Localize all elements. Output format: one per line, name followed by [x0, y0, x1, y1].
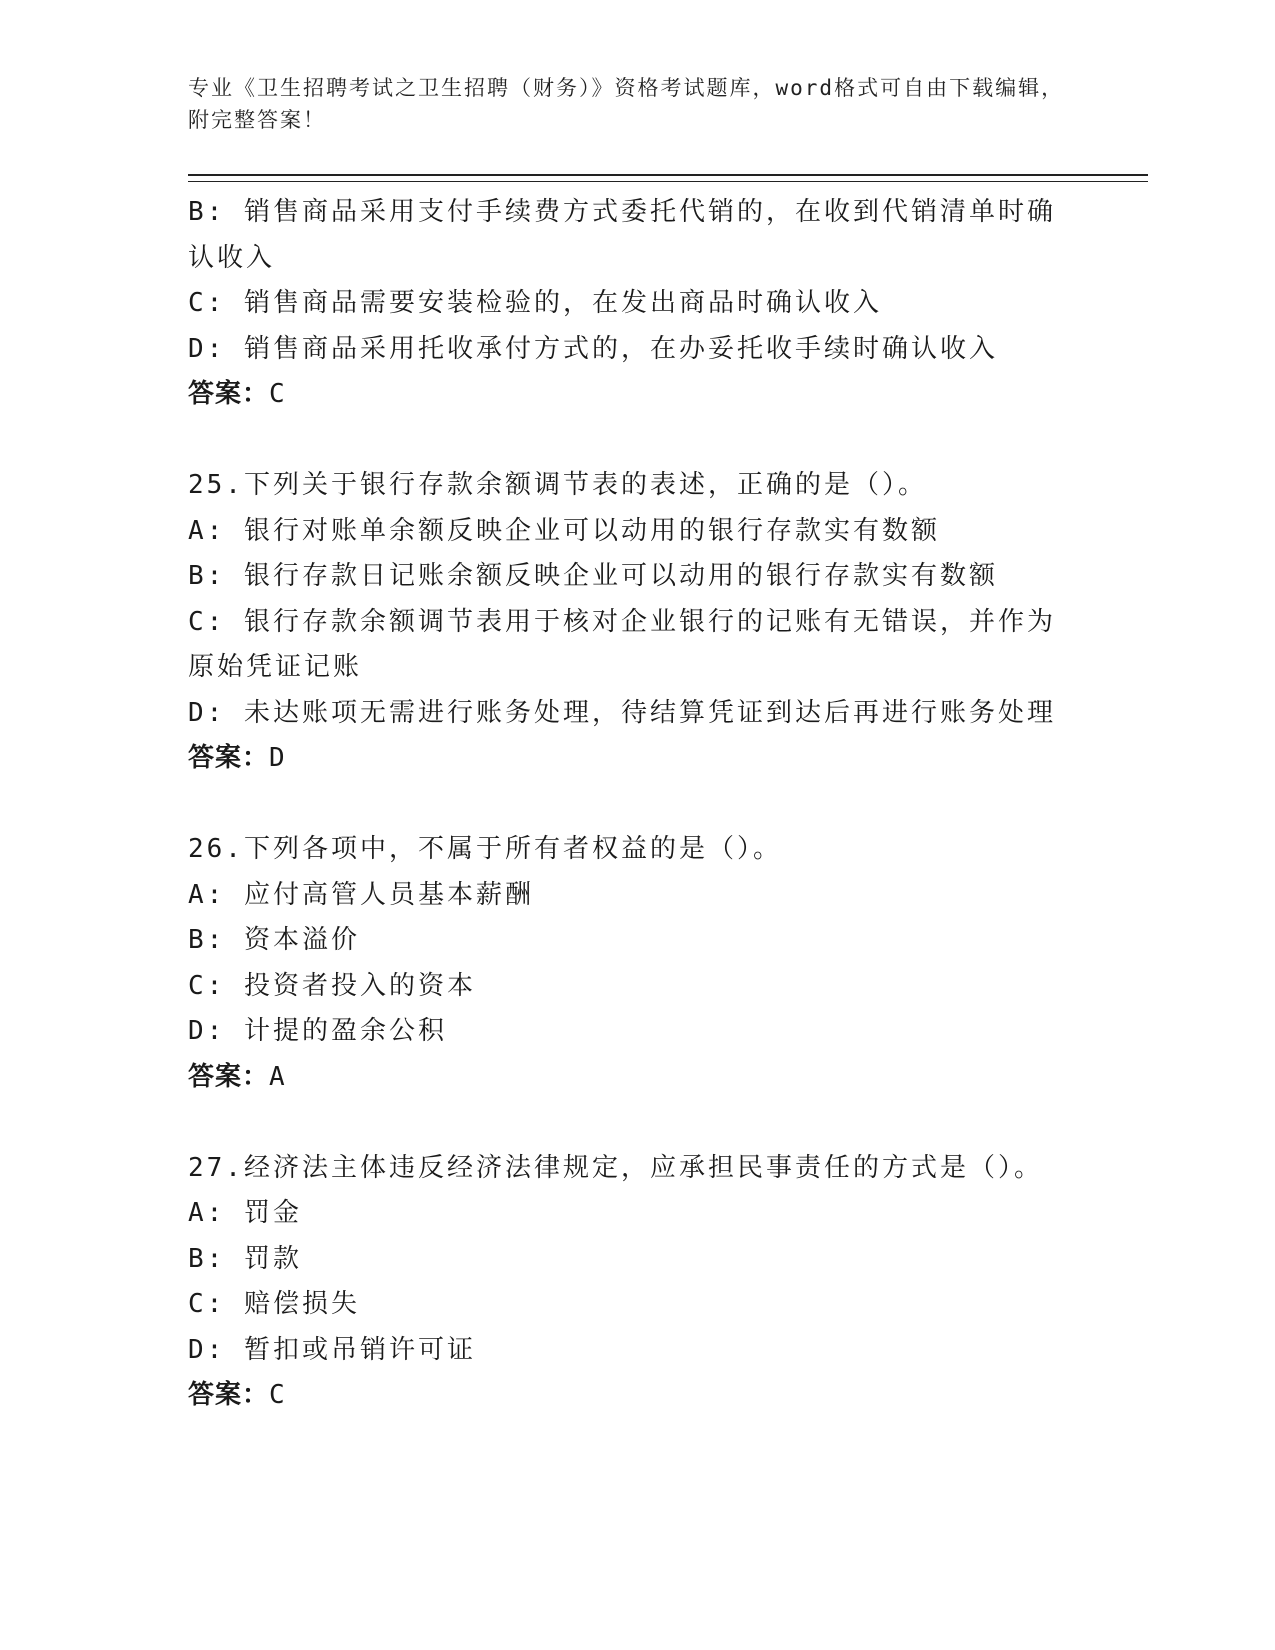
question-24-tail	[188, 190, 1068, 418]
answer-line	[188, 372, 1068, 418]
question-text: 27.经济法主体违反经济法律规定，应承担民事责任的方式是（）。	[188, 1152, 1043, 1183]
option-c: C: 银行存款余额调节表用于核对企业银行的记账有无错误，并作为原始凭证记账	[188, 606, 1056, 682]
option-b: B: 销售商品采用支付手续费方式委托代销的，在收到代销清单时确认收入	[188, 197, 1056, 273]
option-a: A: 银行对账单余额反映企业可以动用的银行存款实有数额	[188, 515, 940, 546]
question-26	[188, 827, 1068, 1100]
option-b: B: 银行存款日记账余额反映企业可以动用的银行存款实有数额	[188, 561, 998, 591]
document-header: 专业《卫生招聘考试之卫生招聘（财务）》资格考试题库，word格式可自由下载编辑，附完整答案！	[188, 76, 1065, 132]
header-rule-thick	[188, 174, 1148, 176]
answer-line	[188, 1373, 1068, 1419]
option-b: B: 罚款	[188, 1243, 302, 1274]
answer-label: 答案：	[188, 379, 270, 409]
answer-label: 答案：	[188, 1380, 270, 1410]
question-text: 26.下列各项中，不属于所有者权益的是（）。	[188, 834, 782, 864]
option-c: C: 投资者投入的资本	[188, 970, 476, 1001]
option-d: D: 计提的盈余公积	[188, 1016, 447, 1046]
option-d: D: 暂扣或吊销许可证	[188, 1334, 476, 1365]
header-rule-thin	[188, 181, 1148, 182]
option-c: C: 赔偿损失	[188, 1289, 360, 1319]
option-b: B: 资本溢价	[188, 925, 360, 955]
answer-value: C	[269, 1380, 286, 1410]
answer-label: 答案：	[188, 743, 270, 773]
question-25	[188, 463, 1068, 782]
answer-line	[188, 1055, 1068, 1101]
option-c: C: 销售商品需要安装检验的，在发出商品时确认收入	[188, 288, 882, 318]
answer-label: 答案：	[188, 1061, 270, 1092]
question-text: 25.下列关于银行存款余额调节表的表述，正确的是（）。	[188, 470, 927, 500]
answer-line	[188, 736, 1068, 782]
question-content	[188, 190, 1068, 1419]
option-d: D: 未达账项无需进行账务处理，待结算凭证到达后再进行账务处理	[188, 697, 1056, 728]
answer-value: D	[269, 743, 286, 773]
option-a: A: 应付高管人员基本薪酬	[188, 879, 534, 910]
option-a: A: 罚金	[188, 1198, 302, 1228]
answer-value: A	[269, 1061, 286, 1092]
option-d: D: 销售商品采用托收承付方式的，在办妥托收手续时确认收入	[188, 333, 998, 364]
answer-value: C	[269, 379, 286, 409]
question-27	[188, 1146, 1068, 1419]
